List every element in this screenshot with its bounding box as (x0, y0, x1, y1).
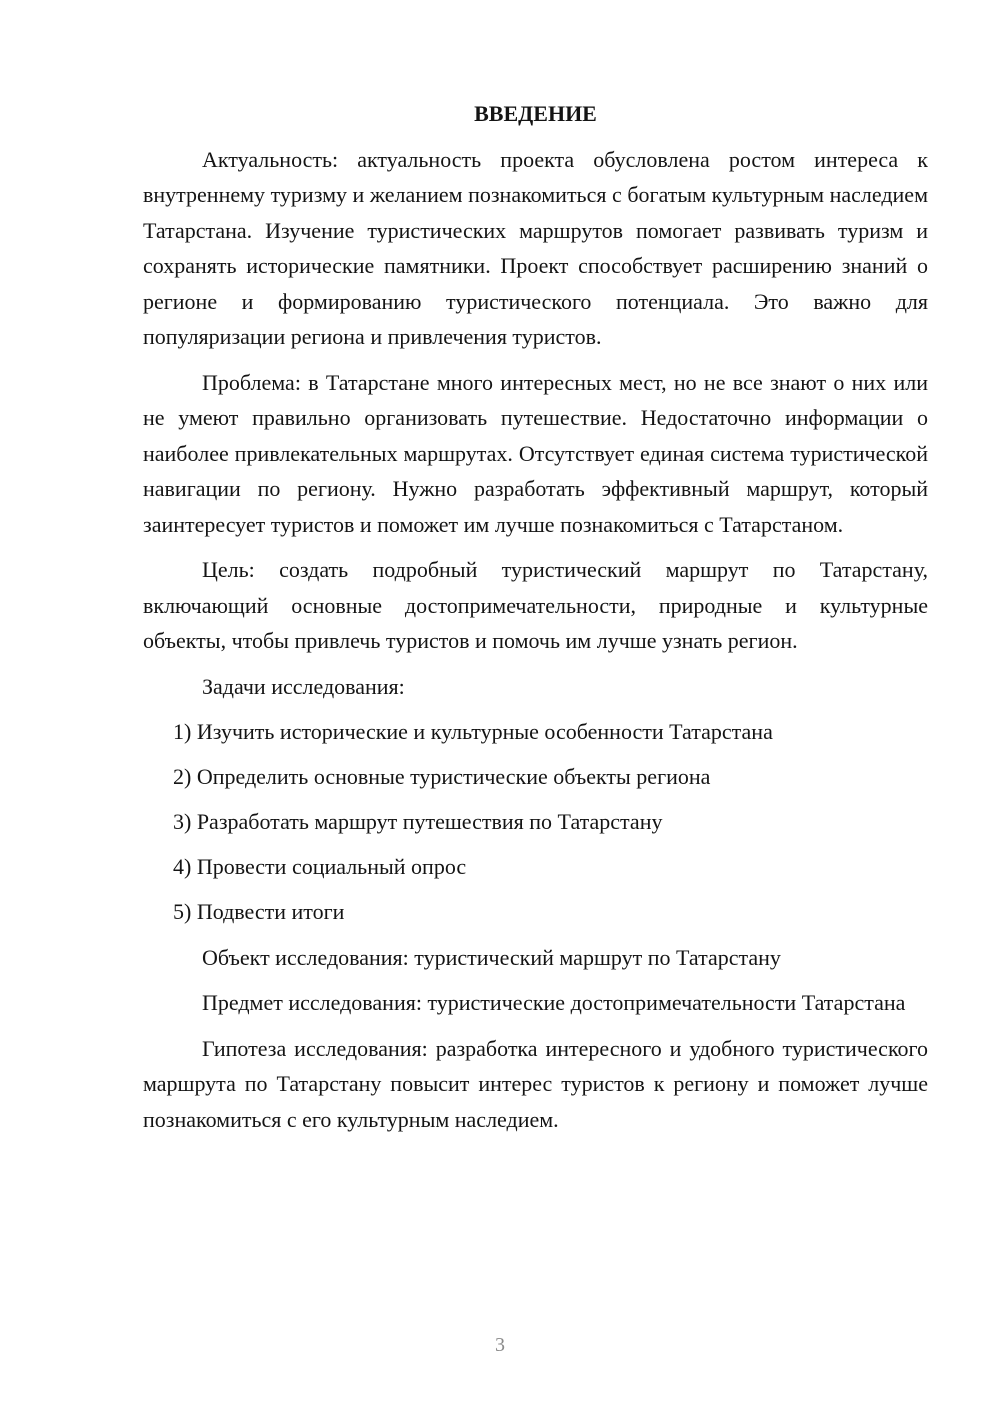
paragraph-goal: Цель: создать подробный туристический маршрут по Татарстану, включающий основные достопримечательности, природные и культурные объекты, чтобы привлечь туристов и помочь им лучше узнать регион. (143, 557, 928, 653)
paragraph-subject: Предмет исследования: туристические достопримечательности Татарстана (202, 990, 906, 1015)
page-number: 3 (495, 1334, 505, 1356)
list-item: 2) Определить основные туристические объекты региона (173, 764, 711, 789)
paragraph-object: Объект исследования: туристический маршрут по Татарстану (202, 944, 781, 970)
list-item: 4) Провести социальный опрос (173, 854, 467, 879)
paragraph-problem: Проблема: в Татарстане много интересных мест, но не все знают о них или не умеют правильно организовать путешествие. Недостаточно информации о наиболее привлекательных маршрутах. Отсутствует единая система туристической навигации по региону. Нужно разработать эффективный маршрут, который заинтересует туристов и поможет им лучше познакомиться с Татарстаном. (143, 369, 928, 537)
paragraph-relevance: Актуальность: актуальность проекта обусловлена ростом интереса к внутреннему туризму и желанием познакомиться с богатым культурным наследием Татарстана. Изучение туристических маршрутов помогает развивать туризм и сохранять исторические памятники. Проект способствует расширению знаний о регионе и формированию туристического потенциала. Это важно для популяризации региона и привлечения туристов. (143, 146, 928, 349)
paragraph-hypothesis: Гипотеза исследования: разработка интересного и удобного туристического маршрута по Татарстану повысит интерес туристов к региону и поможет лучше познакомиться с его культурным наследием. (143, 1035, 928, 1132)
page-title: ВВЕДЕНИЕ (474, 101, 597, 126)
list-item: 3) Разработать маршрут путешествия по Татарстану (173, 809, 663, 834)
tasks-list (143, 714, 928, 930)
list-item: 1) Изучить исторические и культурные особенности Татарстана (173, 719, 773, 744)
list-item: 5) Подвести итоги (173, 899, 345, 924)
tasks-heading: Задачи исследования: (202, 673, 405, 699)
